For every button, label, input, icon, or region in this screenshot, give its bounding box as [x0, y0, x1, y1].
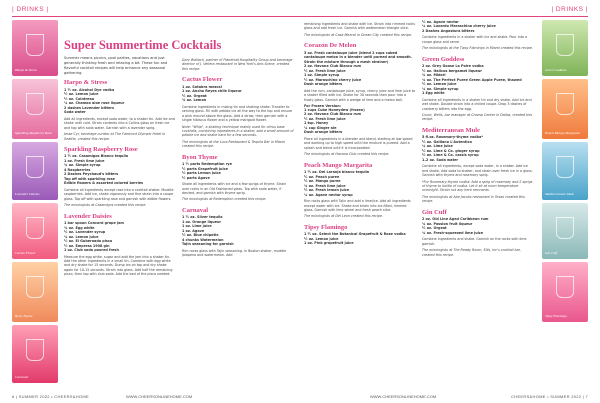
recipe-title: Corazon De Melon — [304, 42, 357, 50]
recipe-block — [182, 58, 294, 71]
ingredient-line: ¾ oz. Fresh lime juice — [304, 183, 346, 188]
glass-shape — [26, 156, 44, 178]
photo-caption: Harpo & Stress — [15, 68, 37, 73]
cocktail-photo — [12, 325, 58, 383]
ingredient-line: 1 tsp. Honey — [304, 121, 329, 126]
cocktail-photo — [12, 20, 58, 76]
cocktail-photo — [542, 262, 588, 322]
ingredient-line: 1 ½ oz. Silver tequila — [182, 215, 223, 220]
ingredient-line: ½ oz. Fresh lime juice — [304, 116, 346, 121]
recipe-title: Sparkling Raspberry Rose — [64, 145, 138, 153]
ingredient-line: ½ oz. Lime & Co. cassis syrup — [422, 153, 479, 158]
ingredient-line: ½ parts Lemon juice — [182, 171, 221, 176]
section-tag: | DRINKS | — [551, 6, 588, 13]
photo-caption: Byon Thyme — [15, 314, 33, 319]
recipe-method: Measure the egg white, sugar and add the jam into a shaker tin. Add the other ingredients in a small tin. Combine with egg white and dry shake for 15 seconds. Dump ice on top and dry shake again for 10-15 seconds. Strain into glass. Add half the remaining pisco, then top with club soda. Add the bed of the pisco needed. — [64, 254, 173, 277]
recipe-method: Shake all ingredients with ice and a few sprigs of thyme. Strain over rocks in an Old Fashioned glass. Top with soda water, if desired, and garnish with thyme sprig. — [182, 182, 287, 195]
ingredient-line: 1–2 oz. Soda water — [422, 157, 459, 162]
ingredient-line: Tajin seasoning for garnish — [182, 242, 234, 247]
ingredient-line: 1 oz. Agave — [182, 228, 205, 233]
ingredient-line: Dash orange bitters — [304, 82, 343, 87]
glass-shape — [556, 276, 574, 298]
ingredient-line: ½ parts Agave — [182, 175, 210, 180]
recipe-credit: The mixologists at the Tipsy Flamingo in Miami created this recipe. — [422, 46, 533, 51]
recipe-block — [304, 42, 416, 156]
ingredient-line: ½ oz. Lemon juice — [304, 236, 339, 241]
ingredient-line: 2 dashes Lavender bitters — [64, 105, 114, 110]
photo-caption: Lavender Daisies — [15, 192, 40, 197]
ingredient-line: 5 fl.oz. Rosemary-thyme vodka* — [422, 135, 484, 140]
recipe-credit: Jesse Cyr, beverage curator at The Fairmont Olympic Hotel in Seattle, created this recipe. — [64, 132, 166, 141]
recipe-block — [422, 56, 534, 122]
glass-shape — [26, 339, 44, 361]
ingredient-line: 1 ½ oz. Alcohol Dye vodka — [64, 87, 115, 92]
ingredient-line: Edible flowers & assorted colored berries — [64, 181, 144, 186]
ingredient-line: Top off with sparkling rose — [64, 176, 115, 181]
recipe-method: Rim rocks glass with Tajin seasoning. In Boston shaker, muddle jalapeno and watermelon. Add — [182, 248, 287, 258]
recipe-title: Carnaval — [182, 206, 208, 214]
recipe-title: Tipsy Flamingo — [304, 223, 348, 231]
ingredient-line: ½ oz. Fresh lemon juice — [304, 188, 350, 193]
ingredient-line: ½ oz. Peach puree — [304, 174, 340, 179]
ingredient-line: ½ oz. Fresh lime juice — [304, 68, 346, 73]
ingredient-line: ¾ oz. Simple syrup — [64, 163, 101, 168]
ingredient-line: ¼ oz. Agave nectar syrup — [304, 192, 353, 197]
recipe-title: Byon Thyme — [182, 153, 218, 161]
ingredient-line: 2 Dashes Angostura bitters — [422, 28, 475, 33]
cocktail-photo — [12, 262, 58, 322]
recipe-subheading: For Frozen Version: — [304, 104, 342, 108]
cocktail-photo — [12, 79, 58, 139]
ingredient-line: 1 ½ oz. Casamigos Blanco tequila — [64, 154, 129, 159]
glass-shape — [556, 156, 574, 178]
recipe-title: Gin Cuff — [422, 208, 447, 216]
recipe-title: Mediterranean Mule — [422, 126, 480, 134]
ingredient-line: Dash orange bitters — [304, 130, 343, 135]
ingredient-line: ½ oz. Blue chipotle — [182, 233, 219, 238]
left-photo-column — [12, 20, 58, 386]
recipe-block — [422, 209, 534, 257]
recipe-credit: The mixologists at Havana Club created this recipe. — [304, 152, 390, 157]
recipe-method: Add all ingredients, except soda water, to a shaker tin. Add ice and shake until cold. Strain contents into a Collins glass on fresh ice and top with soda water. Garnish with a lavender sprig. — [64, 116, 175, 130]
ingredient-line: 1 ½ parts Redemption rye — [182, 162, 232, 167]
page-footer: 6 | SUMMER 2022 • CHEERS&HOME — [12, 394, 89, 399]
ingredient-line: 1 bar spoon Concord grape jam — [64, 221, 124, 226]
ingredient-line: ¾ oz. Lemon juice — [64, 234, 99, 239]
recipe-credit: The mixologists at the Loca Restaurant & Tequila Bar in Miami created this recipe. — [182, 139, 285, 149]
ingredient-line: 1 oz. Sotobra mezcal — [182, 84, 222, 89]
glass-shape — [26, 93, 44, 115]
right-column-2 — [422, 20, 534, 262]
cocktail-photo — [542, 79, 588, 139]
recipe-method: Combine ingredients in mixing tin and shaking shake. Transfer to serving glass. Fill with pebble ice all the way to the top and ensure a pink mound above the glass. Add a straw, then garnish with a single hibiscus flower and a yellow marigold flower. — [182, 104, 293, 123]
glass-shape — [26, 276, 44, 298]
ingredient-line: ½ oz. Lime & Co. ginger syrup — [422, 148, 480, 153]
ingredient-line: ½ parts Grapefruit juice — [182, 166, 228, 171]
recipe-method: remaining ingredients and shake with ice. Strain into rimmed rocks glass and add fresh ice. Garnish with watermelon triangle slice. — [304, 22, 415, 31]
recipe-title: Peach Mango Margarita — [304, 161, 373, 169]
ingredient-line: Soda water — [64, 110, 86, 115]
glass-shape — [556, 217, 574, 239]
photo-caption: Green Goddess — [545, 68, 567, 73]
ingredient-line: 1 Egg white — [422, 91, 445, 96]
recipe-credit: The mixologists at Casamigos created this recipe. — [64, 203, 147, 208]
ingredient-line: ½ oz. Lemon juice — [64, 92, 99, 97]
recipe-method: Combine ingredients and shake. Garnish on the rocks with lime garnish. — [422, 237, 527, 246]
recipe-title: Cactus Flower — [182, 76, 223, 84]
ingredient-line: ½ oz. Lavender syrup — [64, 230, 106, 235]
photo-caption: Peach Mango Margarita — [545, 131, 580, 136]
ingredient-line: ½ oz. Orgeat — [182, 93, 207, 98]
ingredient-line: ½ oz. Italicus bergamot liqueur — [422, 68, 482, 73]
recipe-method: Combine all ingredients, except soda water, in a shaker. Add ice and shake. Add soda to shaker, and strain over fresh ice in a glass. Garnish with thyme and rosemary sprig. — [422, 164, 533, 178]
recipe-block — [182, 76, 294, 148]
ingredient-line: ½ oz. Mango puree — [304, 179, 341, 184]
recipe-title: Harpo & Stress — [64, 79, 108, 87]
ingredient-line: 1 ½ oz. Del Laranja blanco tequila — [304, 170, 370, 175]
left-column-2 — [182, 56, 294, 282]
left-content — [64, 20, 294, 282]
header-rule — [12, 16, 300, 17]
recipe-credit: The mixologists at Del Leon created this recipe. — [304, 214, 383, 219]
page-footer: CHEERS&HOME • SUMMER 2022 | 7 — [511, 394, 588, 399]
recipe-block — [182, 207, 294, 258]
ingredient-line: ¾ oz. Passion fruit liqueur — [422, 221, 473, 226]
ingredient-line: 1 oz. Simple syrup — [304, 73, 340, 78]
ingredient-line: ½ oz. Cointreau — [64, 96, 95, 101]
recipe-block — [304, 162, 416, 219]
ingredient-line: ¾ oz. Lemon — [182, 98, 207, 103]
recipe-block — [422, 127, 534, 204]
recipe-block — [422, 20, 534, 51]
ingredient-line: 1 oz. Ancho Reyes chile liqueur — [182, 89, 242, 94]
right-column-1 — [304, 20, 416, 262]
ingredient-line: ½ oz. Lemon juice — [422, 82, 457, 87]
right-header — [300, 6, 600, 18]
photo-caption: Cactus Flower — [15, 251, 36, 256]
ingredient-line: ¼ oz. Simple syrup — [422, 86, 459, 91]
recipe-method: Add the rum, cantaloupe juice, syrup, cherry juice and lime juice to a shaker filled with ice. Shake for 30 seconds then pour into a frosty glass. Garnish with a wedge of lime and a melon ball. — [304, 88, 416, 102]
ingredient-line: 1 oz. Orange liqueur — [182, 219, 222, 224]
cocktail-photo — [12, 142, 58, 200]
ingredient-line: 2 oz. Havana Club Blanco rum — [304, 64, 362, 69]
glass-shape — [556, 34, 574, 56]
right-page — [300, 0, 600, 403]
recipe-credit: The mixologists at Abe Jacobs restaurant in Texas created this recipe. — [422, 194, 525, 204]
recipe-method: Combine all ingredients in a shaker tin and dry shake. Add ice and wet shake. Double strain into a chilled coupe. Drop 3 dashes of cranberry bitters into the egg. — [422, 97, 532, 111]
intro-text: Summer means picnics, pool parties, vacations and just generally thinking fresh and relaxing a bit. These fun and flavorful cocktail recipes will help enhance any seasonal gathering. — [64, 56, 168, 75]
recipe-method: Combine all ingredients except rose into a cocktail shaker. Muddle raspberries. Add ice, shake vigorously and fine strain into a coupe glass. Top off with sparkling rose and garnish with edible flowers. — [64, 187, 174, 201]
recipe-credit: The mixologists at Casa Mezcal in Ocean City created this recipe. — [304, 32, 413, 37]
photo-caption: Mediterranean Mule — [545, 192, 575, 197]
ingredient-line: ½ oz. Empress 1908 gin — [64, 243, 110, 248]
footer-url: WWW.CHEERSONLINEHOME.COM — [370, 394, 437, 399]
recipe-block — [304, 22, 416, 37]
right-content — [304, 20, 534, 262]
ingredient-line: 1 oz. Fresh lime juice — [64, 158, 105, 163]
ingredient-line: ¾ oz. The Perfect Puree Green Apple Puree, thawed — [422, 77, 522, 82]
ingredient-line: ¾ oz. Midori — [422, 73, 446, 78]
ingredient-line: ¼ oz. Luxardo Maraschino cherry juice — [422, 24, 496, 29]
ingredient-line: ½ oz. Galliano L'Autentico — [422, 139, 472, 144]
ingredient-line: ½ oz. Maraschino cherry juice — [304, 77, 362, 82]
ingredient-line: 2 oz. Grey Goose La Poire vodka — [422, 64, 484, 69]
recipe-credit: Gary Wallach, partner of Planetoid Hospitality Group and beverage director of J. Vellera restaurant in New York's Arts Scene, created this recipe. — [182, 58, 293, 71]
page-title: Super Summertime Cocktails — [64, 38, 222, 52]
ingredient-line: 3 oz. Fresh cantaloupe juice (blend 2 cups cubed cantaloupe melon in a blender until pureed and smooth. Strain the mixture through a mesh strainer) — [304, 50, 412, 64]
recipe-block — [64, 146, 176, 208]
recipe-block — [64, 79, 176, 141]
ingredient-line: ½ oz. El Guberoado pisco — [64, 239, 113, 244]
ingredient-line: 1 cups Cube Honeydew (frozen) — [304, 108, 365, 112]
ingredient-line: 4 chunks Watermelon — [182, 237, 224, 242]
cocktail-photo — [542, 20, 588, 76]
recipe-title: Green Goddess — [422, 55, 465, 63]
cocktail-photo — [542, 142, 588, 200]
recipe-block — [64, 213, 176, 277]
photo-caption: Tipsy Flamingo — [545, 314, 567, 319]
photo-caption: Gin Cuff — [545, 251, 558, 256]
recipe-title: Lavender Daisies — [64, 212, 112, 220]
cocktail-photo — [542, 203, 588, 259]
ingredient-line: ¾ oz. Fresh-squeezed lime juice — [422, 230, 484, 235]
ingredient-line: 2 Dashes Peychaud's bitters — [64, 172, 119, 177]
recipe-method: Place all ingredients in a blender and blend, starting at low speed and working up to high speed until the mixture is pureed. Add a splash and blend until it is incorporated. — [304, 136, 413, 150]
ingredient-line: ¾ oz. Egg white — [64, 225, 95, 230]
ingredient-line: 2 oz. Havana Club Blanco rum — [304, 112, 362, 117]
recipe-credit: The mixologists at Redemption created this recipe. — [182, 197, 267, 202]
footer-url: WWW.CHEERSONLINEHOME.COM — [126, 394, 193, 399]
ingredient-line: 4 Raspberries — [64, 167, 91, 172]
ingredient-line: ½ oz. Orgeat — [422, 226, 447, 231]
photo-caption: Carnaval — [15, 375, 29, 380]
ingredient-line: 1 oz. Lime juice — [182, 224, 212, 229]
right-photo-column — [542, 20, 588, 325]
glass-shape — [26, 217, 44, 239]
ingredient-line: ¼ oz. Chamoo aloe rose liqueur — [64, 101, 125, 106]
ingredient-line: ¼ oz. Lime juice — [422, 144, 453, 149]
cocktail-photo — [12, 203, 58, 259]
recipe-method: Rim rocks glass with Tajin and add a lime/ice. Add all ingredients except water with ice. Shake and strain into ice-filled, rimmed glass. Garnish with lime wheel and fresh peach slice. — [304, 199, 411, 212]
recipe-credit: *For Rosemary-thyme vodka: Add a sprig of rosemary and 2 sprigs of thyme to bottle of vodka. Let it sit at room temperature overnight. Strain out any herb remnants. — [422, 179, 533, 193]
ingredient-line: 2 oz. Old Line Aged Caribbean rum — [422, 217, 489, 222]
glass-shape — [26, 34, 44, 56]
recipe-credit: Note: "Whip", a shaking technique mainly used for citrus base cocktails, combining ingredients in a shaker, add a small amount of pebble ice and shake hard for a few seconds. — [182, 124, 294, 138]
ingredient-line: ½ oz. Agave nectar — [422, 20, 459, 24]
photo-caption: Sparkling Raspberry Rose — [15, 131, 52, 136]
recipe-method: Combine ingredients in a shaker with ice and shake. Pour into a coupe glass and serve. — [422, 35, 528, 44]
recipe-credit: Conor, Wells, bar manager at Champ Center in Dallas, created this recipe. — [422, 112, 533, 122]
recipe-credit: The mixologists at The Ready Room, Ellis, Inc's cocktail bar, created this recipe. — [422, 248, 521, 257]
section-tag: | DRINKS | — [12, 6, 49, 13]
ingredient-line: 1 oz. Pink grapefruit juice — [304, 241, 354, 246]
recipe-block — [304, 224, 416, 246]
recipe-block — [182, 154, 294, 202]
ingredient-line: 1 oz. Club soda poured fresh — [64, 248, 119, 253]
ingredient-line: ¼ cup Ginger ale — [304, 125, 337, 130]
ingredient-line: 1 ½ oz. Select the Botanical Grapefruit & Rose vodka — [304, 232, 406, 237]
left-header — [0, 6, 300, 18]
left-column-1 — [64, 56, 176, 282]
glass-shape — [556, 93, 574, 115]
header-rule — [300, 16, 588, 17]
